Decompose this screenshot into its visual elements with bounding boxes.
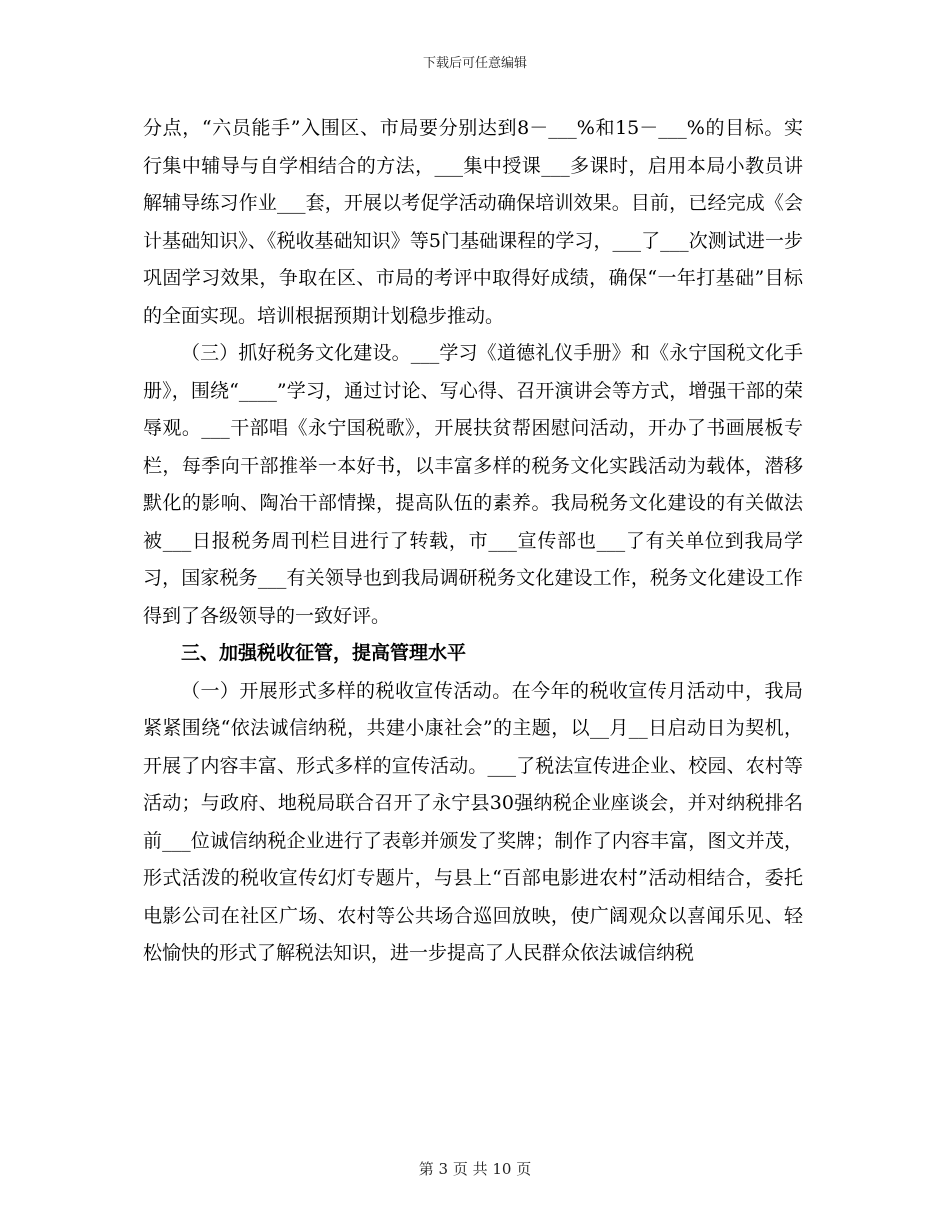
- paragraph-tax-publicity: （一）开展形式多样的税收宣传活动。在今年的税收宣传月活动中，我局紧紧围绕“依法诚信纳税，共建小康社会”的主题，以__月__日启动日为契机，开展了内容丰富、形式多样的宣传活动。___了税法宣传进企业、校园、农村等活动；与政府、地税局联合召开了永宁县30强纳税企业座谈会，并对纳税排名前___位诚信纳税企业进行了表彰并颁发了奖牌；制作了内容丰富，图文并茂，形式活泼的税收宣传幻灯专题片，与县上“百部电影进农村”活动相结合，委托电影公司在社区广场、农村等公共场合巡回放映，使广阔观众以喜闻乐见、轻松愉快的形式了解税法知识，进一步提高了人民群众依法诚信纳税: [143, 679, 803, 964]
- paragraph-tax-culture: （三）抓好税务文化建设。___学习《道德礼仪手册》和《永宁国税文化手册》，围绕“____”学习，通过讨论、写心得、召开演讲会等方式，增强干部的荣辱观。___干部唱《永宁国税歌》，开展扶贫帮困慰问活动，开办了书画展板专栏，每季向干部推举一本好书，以丰富多样的税务文化实践活动为载体，潜移默化的影响、陶冶干部情操，提高队伍的素养。我局税务文化建设的有关做法被___日报税务周刊栏目进行了转载，市___宣传部也___了有关单位到我局学习，国家税务___有关领导也到我局调研税务文化建设工作，税务文化建设工作得到了各级领导的一致好评。: [143, 342, 803, 627]
- page-number: 第 3 页 共 10 页: [418, 1160, 532, 1178]
- document-body: [143, 110, 803, 973]
- paragraph-training-continued: 分点，“六员能手”入围区、市局要分别达到8－___%和15－___%的目标。实行集中辅导与自学相结合的方法，___集中授课___多课时，启用本局小教员讲解辅导练习作业___套，开展以考促学活动确保培训效果。目前，已经完成《会计基础知识》、《税收基础知识》等5门基础课程的学习，___了___次测试进一步巩固学习效果，争取在区、市局的考评中取得好成绩，确保“一年打基础”目标的全面实现。培训根据预期计划稳步推动。: [143, 117, 803, 327]
- page-header: 下载后可任意编辑: [422, 56, 527, 71]
- section-heading-tax-collection: 三、加强税收征管，提高管理水平: [181, 642, 467, 664]
